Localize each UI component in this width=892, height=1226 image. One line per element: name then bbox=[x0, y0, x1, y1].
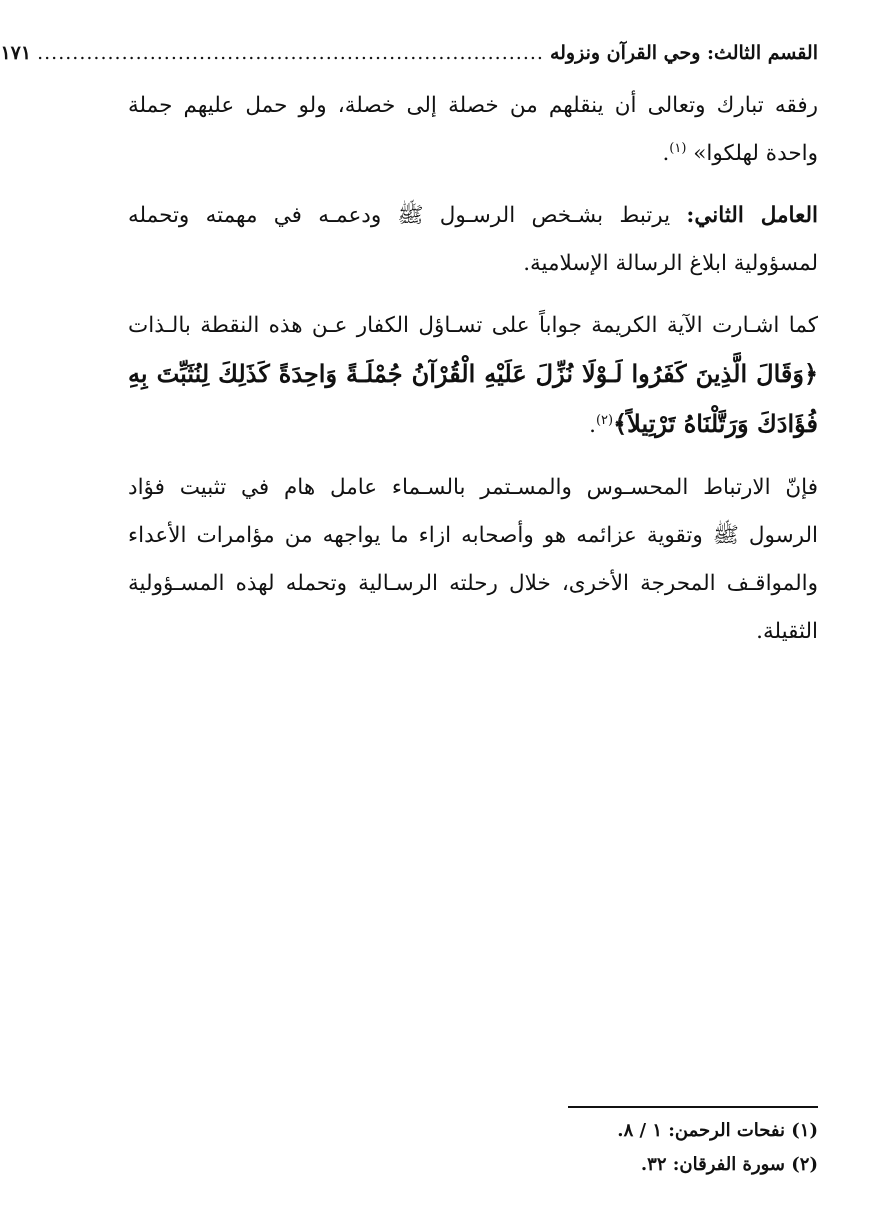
paragraph-3 bbox=[128, 302, 818, 450]
footnote-ref-1: (١) bbox=[669, 140, 687, 156]
paragraph-1 bbox=[128, 82, 818, 178]
paragraph-2 bbox=[128, 192, 818, 288]
paragraph-2-text: يرتبط بشـخص الرسـول ﷺ ودعمـه في مهمته وتحمله لمسؤولية ابلاغ الرسالة الإسلامية. bbox=[128, 203, 818, 276]
chapter-title: القسم الثالث: وحي القرآن ونزوله bbox=[549, 42, 818, 64]
page-number: ١٧١ bbox=[0, 42, 32, 64]
footnote-1: (١) نفحات الرحمن: ١ / ٨. bbox=[617, 1120, 818, 1141]
paragraph-3-end: . bbox=[589, 413, 596, 438]
footnote-2: (٢) سورة الفرقان: ٣٢. bbox=[640, 1154, 818, 1175]
paragraph-1-text: رفقه تبارك وتعالى أن ينقلهم من خصلة إلى خصلة، ولو حمل عليهم جملة واحدة لهلكوا» bbox=[128, 93, 818, 166]
running-header bbox=[0, 38, 818, 68]
footnote-ref-2: (٢) bbox=[595, 412, 614, 428]
footnotes bbox=[418, 1114, 818, 1182]
quran-verse: ﴿وَقَالَ الَّذِينَ كَفَرُوا لَـوْلَا نُزِّلَ عَلَيْهِ الْقُرْآنُ جُمْلَـةً وَاحِدَةً كَذَلِكَ لِنُثَبِّتَ بِهِ فُؤَادَكَ وَرَتَّلْنَاهُ تَرْتِيلاً﴾ bbox=[128, 359, 819, 438]
paragraph-2-lead: العامل الثاني: bbox=[686, 203, 818, 228]
paragraph-4 bbox=[128, 464, 818, 656]
paragraph-3-text: كما اشـارت الآية الكريمة جواباً على تسـاؤل الكفار عـن هذه النقطة بالـذات bbox=[128, 313, 818, 338]
paragraph-1-end: . bbox=[662, 141, 670, 166]
header-leader-dots: ........................................................................ bbox=[37, 42, 544, 64]
footnote-separator bbox=[568, 1106, 818, 1108]
paragraph-4-text: فإنّ الارتباط المحسـوس والمسـتمر بالسـماء عامل هام في تثبيت فؤاد الرسول ﷺ وتقوية عزائمه هو وأصحابه ازاء ما يواجهه من مؤامرات الأعداء والمواقـف المحرجة الأخرى، خلال رحلته الرسـالية وتحمله لهذه المسـؤولية الثقيلة. bbox=[128, 475, 818, 644]
main-text bbox=[128, 82, 818, 670]
